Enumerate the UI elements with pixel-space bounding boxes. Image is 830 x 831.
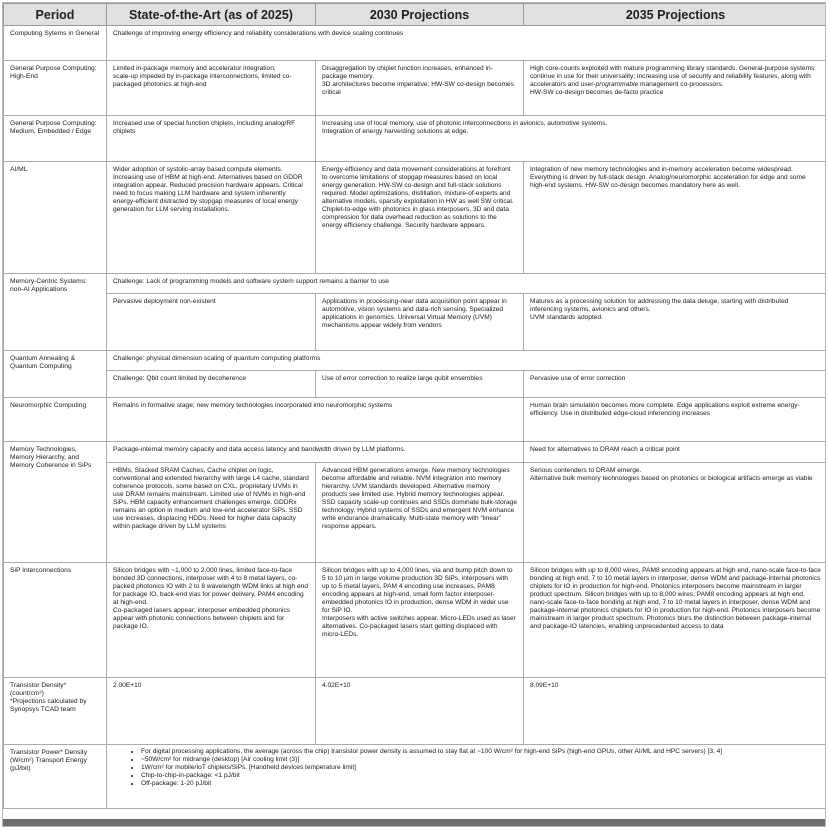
row-label: Transistor Density* (count/cm²) *Projections calculated by Synopsys TCAD team: [4, 678, 107, 745]
cell-2035-emphasis: programmable: [595, 81, 639, 89]
row-label: General Purpose Computing: High-End: [4, 61, 107, 116]
row-memory-centric-challenge: [4, 274, 827, 294]
cell-sota: Pervasive deployment non-existent: [107, 294, 316, 351]
cell-2035: Human brain simulation becomes more complete. Edge applications exploit extreme energy-efficiency. Use in distributed edge-cloud inferencing increases: [524, 398, 827, 442]
cell-sota: 2.00E+10: [107, 678, 316, 745]
cell-2030: Silicon bridges with up to 4,000 lines, via and bump pitch down to 5 to 10 µm in large volume production 3D SiPs, interposers with up to 5 metal layers, PAM 4 encoding use increases, PAM8 encoding appears at high-end, small form factor interposer-embedded photonics IO in production, dense WDM in wider use for SiP IO. Interposers with active switches appear. Micro-LEDs used as laser alternatives. Co-packaged lasers start getting displaced with micro-LEDs.: [316, 563, 524, 678]
cell-span: Challenge of improving energy efficiency and reliability considerations with device scaling continues: [107, 26, 827, 61]
cell-challenge: Challenge: physical dimension scaling of quantum computing platforms: [107, 351, 827, 371]
row-ai-ml: [4, 162, 827, 274]
cell-2030: Applications in processing-near data acquisition point appear in automotive, vision systems and data-rich sensing. Specialized applications in genomics. Universal Virtual Memory (UVM) mechanisms appear widely from vendors: [316, 294, 524, 351]
header-state-of-the-art: State-of-the-Art (as of 2025): [107, 4, 316, 26]
cell-2035-text-a: High core-counts exploited with mature programming library standards. General-purpose systems continue in use for their universality; increasing use of security and reliability features, along with accelerators and user-: [530, 65, 815, 89]
cell-sota: Limited in-package memory and accelerator integration; scale-up impeded by in-package interconnections, limited co-packaged photonics at high-end: [107, 61, 316, 116]
header-2030-projections: 2030 Projections: [316, 4, 524, 26]
row-label: Transistor Power* Density (W/cm²) Transport Energy (pJ/bit): [4, 745, 107, 809]
row-memory-tech-summary: [4, 442, 827, 463]
cell-2035: Pervasive use of error correction: [524, 371, 827, 398]
cell-2035: Integration of new memory technologies and in-memory acceleration become widespread. Everything is driven by full-stack design. Analog/neuromorphic acceleration for edge and some high-end systems. HW-SW co-design becomes mandatory here as well.: [524, 162, 827, 274]
cell-2035: Matures as a processing solution for addressing the data deluge, starting with distributed inferencing systems, avionics and others. UVM standards adopted.: [524, 294, 827, 351]
row-label: Quantum Annealing & Quantum Computing: [4, 351, 107, 398]
row-memory-tech: [4, 463, 827, 563]
cell-sota: Silicon bridges with ~1,000 to 2,000 lines, limited face-to-face bonded 3D connections, interposer with 4 to 8 metal layers, co-packed photonics IO with 2 to 8 wavelength WDM links at high end for package IO, back-end vias for power delivery, PAM4 encoding at high-end. Co-packaged lasers appear; interposer embedded photonics appear with photonic connections between chiplets and for package IO.: [107, 563, 316, 678]
cell-2035-text-b: management co-processors. HW-SW co-design becomes de-facto practice: [530, 81, 724, 97]
row-label: Memory Technologies, Memory Hierarchy, and Memory Coherence in SiPs: [4, 442, 107, 563]
row-transistor-power: [4, 745, 827, 809]
cell-2030: Energy-efficiency and data movement considerations at forefront to overcome limitations of stopgap measures based on local energy generation. HW-SW co-design and full-stack solutions required. Model optimizations, distillation, mixture-of-experts and alternative models, sparsity exploitation in HW as well SW critical. Chiplet-to-edge with photonics in glass interposers, 3D and data compression for data overhead reduction as solutions to the energy efficiency challenge. Security hardware appears.: [316, 162, 524, 274]
cell-2035: [524, 61, 827, 116]
row-label: General Purpose Computing: Medium, Embedded / Edge: [4, 116, 107, 162]
cell-2035: Serious contenders to DRAM emerge. Alternative bulk memory technologies based on photonics or biological artifacts emerge as viable: [524, 463, 827, 563]
cell-span: Increasing use of local memory, use of photonic interconnections in avionics, automotive systems. Integration of energy harvesting solutions at edge.: [316, 116, 827, 162]
row-label: AI/ML: [4, 162, 107, 274]
row-gp-high-end: [4, 61, 827, 116]
cell-sota: Challenge: Qbit count limited by decoherence: [107, 371, 316, 398]
list-item: • ~50W/cm² for midrange (desktop) [Air cooling limit (3)]: [141, 756, 821, 764]
row-quantum: [4, 371, 827, 398]
power-bullet-list: [113, 748, 821, 788]
list-item: • Chip-to-chip-in-package: <1 pJ/bit: [141, 772, 821, 780]
cell-2035: 8.09E+10: [524, 678, 827, 745]
cell-span: Package-internal memory capacity and data access latency and bandwidth driven by LLM platforms.: [107, 442, 524, 463]
row-quantum-challenge: [4, 351, 827, 371]
cell-2035-summary: Need for alternatives to DRAM reach a critical point: [524, 442, 827, 463]
cell-challenge: Challenge: Lack of programming models and software system support remains a barrier to use: [107, 274, 827, 294]
row-label: SiP Interconnections: [4, 563, 107, 678]
row-label: Computing Sytems in General: [4, 26, 107, 61]
roadmap-table: [3, 3, 826, 809]
cell-2030: Use of error correction to realize large qubit ensembles: [316, 371, 524, 398]
header-period: Period: [4, 4, 107, 26]
cell-2030: Disaggregation by chiplet function increases, enhanced in-package memory. 3D architectures become imperative; HW-SW co-design becomes critical: [316, 61, 524, 116]
row-memory-centric: [4, 294, 827, 351]
roadmap-table-frame: [2, 2, 826, 827]
bottom-bar: [3, 819, 825, 826]
row-transistor-density: [4, 678, 827, 745]
row-label: Memory-Centric Systems: non-AI Applications: [4, 274, 107, 351]
cell-sota: Increased use of special function chiplets, including analog/RF chiplets: [107, 116, 316, 162]
list-item: • 1W/cm² for mobile/IoT chiplets/SiPs. [Handheld devices temperature limit]: [141, 764, 821, 772]
cell-sota: HBMs, Stacked SRAM Caches, Cache chiplet on logic, conventional and extended hierarchy with large L4 cache, standard coherence protocols, some based on CXL, proprietary UVMs in use DRAM remains mainstream. Limited use of NVMs in high-end SiPs. HBM capacity enhancement challenges emerge. GDDRx remains an option in medium and low-end accelerator SiPs. SSD use increases, displacing HDDs. Need for higher data capacity within package driven by LLM systems: [107, 463, 316, 563]
row-computing-systems: [4, 26, 827, 61]
row-sip-interconnections: [4, 563, 827, 678]
list-item: • For digital processing applications, the average (across the chip) transistor power density is assumed to stay flat at ~100 W/cm² for high-end SiPs (high-end GPUs, other AI/ML and HPC servers) [3, 4]: [141, 748, 821, 756]
cell-2030: Advanced HBM generations emerge. New memory technologies become affordable and reliable. NVM integration into memory hierarchy. UVM standards developed. Alternative memory products see limited use. Hybrid memory technologies appear. SSD capacity scale-up continues and SSDs dominate bulk-storage technology. Hybrid systems of SSDs and emergent NVM enhance write endurance dramatically. Multi-state memory with “linear” response appears.: [316, 463, 524, 563]
cell-sota: Wider adoption of systolic-array based compute elements. Increasing use of HBM at high-end. Alternatives based on GDDR integration appear. Reduced precision hardware appears. Critical need to focus making LLM hardware and system inherently energy-efficient distracted by stopgap measures of local energy generation for LLM serving installations.: [107, 162, 316, 274]
list-item: • Off-package: 1-20 pJ/bit: [141, 780, 821, 788]
row-label: Neuromorphic Computing: [4, 398, 107, 442]
cell-2035: Silicon bridges with up to 8,000 wires, PAM8 encoding appears at high end, nano-scale face-to-face bonding at high end, 7 to 10 metal layers in interposer, dense WDM and package-internal photonics chiplets for IO in production for high-end. Photonics interposers become mainstream in larger product spectrum. Silicon bridges with up to 8,000 wires, PAM8 encoding appears at high end, nano-scale face-to-face bonding at high end, 7 to 10 metal layers in interposer, dense WDM and package-internal photonics chiplets for IO in production for high-end. Photonics interposers become mainstream in larger product spectrum. Photonics blurs the distinction between package-internal and package-IO latencies, enabling unprecedented access to data: [524, 563, 827, 678]
cell-span: [107, 745, 827, 809]
row-neuromorphic: [4, 398, 827, 442]
row-gp-medium-edge: [4, 116, 827, 162]
header-2035-projections: 2035 Projections: [524, 4, 827, 26]
cell-span: Remains in formative stage; new memory technologies incorporated into neuromorphic systems: [107, 398, 524, 442]
header-row: [4, 4, 827, 26]
cell-2030: 4.02E+10: [316, 678, 524, 745]
